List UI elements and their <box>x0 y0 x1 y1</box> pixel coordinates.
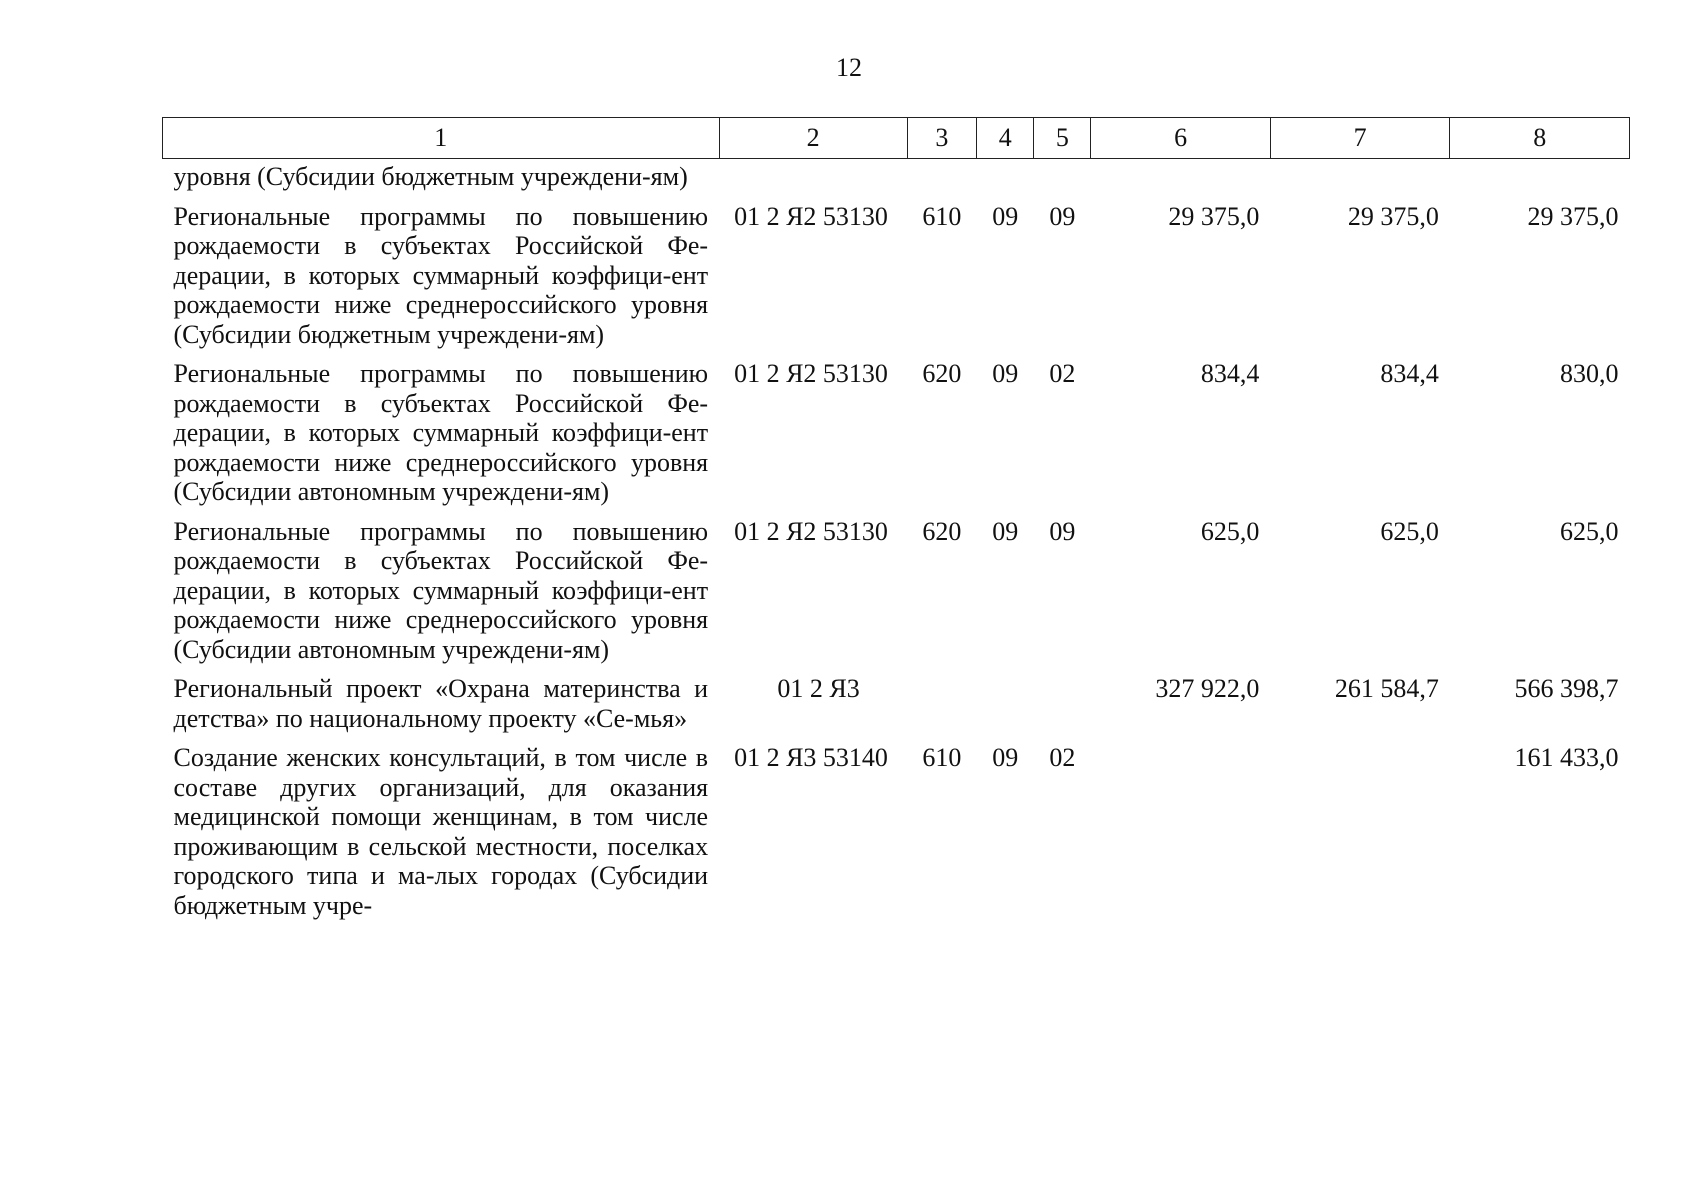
row-amount-col-7 <box>1270 743 1450 920</box>
row-amount-col-6: 29 375,0 <box>1168 201 1260 231</box>
row-subsection <box>1034 159 1091 202</box>
table-row <box>163 743 1630 920</box>
row-section: 09 <box>992 201 1019 231</box>
table-row <box>163 202 1630 360</box>
row-target-code: 01 2 Я2 53130 <box>734 516 888 546</box>
row-expense-type: 610 <box>922 743 962 772</box>
row-amount-col-6: 834,4 <box>1200 359 1260 388</box>
row-name: Создание женских консультаций, в том числе в составе других организаций, для оказания медицинской помощи женщинам, в том числе проживающим в сельской местности, поселках городского типа и ма-лых городах (Субсидии бюджетным учре- <box>173 743 709 920</box>
page-number: 12 <box>836 53 862 82</box>
row-section <box>977 674 1034 743</box>
header-col-6: 6 <box>1091 118 1271 159</box>
row-amount-col-7: 834,4 <box>1380 359 1439 388</box>
row-subsection: 09 <box>1049 516 1076 546</box>
row-name: Региональные программы по повышению рождаемости в субъектах Российской Фе-дерации, в которых суммарный коэффици-ент рождаемости ниже среднероссийского уровня (Субсидии автономным учреждени-ям) <box>173 359 709 506</box>
row-amount-col-8: 625,0 <box>1560 516 1619 546</box>
row-expense-type: 610 <box>922 201 962 231</box>
table-row <box>163 674 1630 743</box>
row-name: уровня (Субсидии бюджетным учреждени-ям) <box>173 162 688 191</box>
row-amount-col-6: 625,0 <box>1200 516 1260 546</box>
header-col-4: 4 <box>977 118 1034 159</box>
header-row <box>163 118 1630 159</box>
row-target-code: 01 2 Я2 53130 <box>734 201 888 231</box>
row-amount-col-6: 327 922,0 <box>1155 674 1260 703</box>
row-target-code: 01 2 Я2 53130 <box>734 359 888 388</box>
row-target-code: 01 2 Я3 <box>777 674 860 703</box>
header-col-2: 2 <box>719 118 907 159</box>
row-amount-col-8: 29 375,0 <box>1527 201 1619 231</box>
row-subsection: 09 <box>1049 201 1076 231</box>
header-col-5: 5 <box>1034 118 1091 159</box>
row-amount-col-6 <box>1091 743 1271 920</box>
row-subsection: 02 <box>1049 359 1076 388</box>
header-col-7: 7 <box>1270 118 1450 159</box>
row-section: 09 <box>992 516 1019 546</box>
header-col-3: 3 <box>907 118 977 159</box>
table-row <box>163 517 1630 675</box>
row-section: 09 <box>992 359 1019 388</box>
row-amount-col-8: 566 398,7 <box>1514 674 1619 703</box>
table-row <box>163 359 1630 517</box>
row-section <box>977 159 1034 202</box>
row-amount-col-7: 625,0 <box>1380 516 1439 546</box>
row-amount-col-6 <box>1091 159 1271 202</box>
row-amount-col-7: 261 584,7 <box>1334 674 1439 703</box>
row-subsection <box>1034 674 1091 743</box>
row-section: 09 <box>992 743 1019 772</box>
row-amount-col-8: 161 433,0 <box>1514 743 1619 772</box>
row-name: Региональные программы по повышению рождаемости в субъектах Российской Фе-дерации, в которых суммарный коэффици-ент рождаемости ниже среднероссийского уровня (Субсидии автономным учреждени-ям) <box>173 516 709 664</box>
row-name: Региональные программы по повышению рождаемости в субъектах Российской Фе-дерации, в которых суммарный коэффици-ент рождаемости ниже среднероссийского уровня (Субсидии бюджетным учреждени-ям) <box>173 201 709 349</box>
row-amount-col-7: 29 375,0 <box>1347 201 1439 231</box>
row-amount-col-8: 830,0 <box>1560 359 1619 388</box>
header-col-8: 8 <box>1450 118 1630 159</box>
row-expense-type <box>907 159 977 202</box>
budget-table <box>162 117 1630 920</box>
row-amount-col-8 <box>1450 159 1630 202</box>
row-subsection: 02 <box>1049 743 1076 772</box>
table-row <box>163 159 1630 202</box>
row-name: Региональный проект «Охрана материнства и детства» по национальному проекту «Се-мья» <box>173 674 709 733</box>
row-expense-type: 620 <box>922 359 962 388</box>
header-col-1: 1 <box>163 118 720 159</box>
row-expense-type: 620 <box>922 516 962 546</box>
row-expense-type <box>907 674 977 743</box>
row-target-code <box>719 159 907 202</box>
row-target-code: 01 2 Я3 53140 <box>734 743 888 772</box>
row-amount-col-7 <box>1270 159 1450 202</box>
